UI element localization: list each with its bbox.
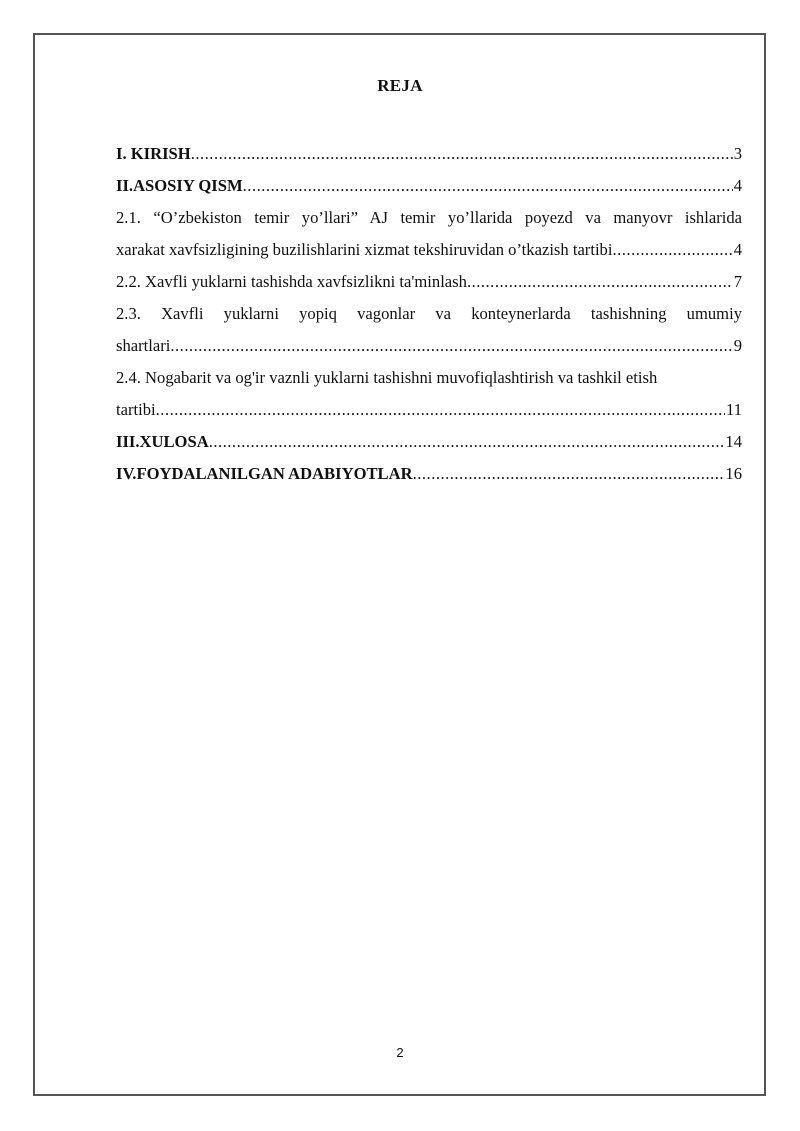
- toc-entry-page: 11: [726, 400, 742, 419]
- dot-leader: [156, 394, 725, 426]
- toc-entry-text: 2.3. Xavfli yuklarni yopiq vagonlar va konteynerlarda tashishning umumiy: [116, 304, 742, 323]
- toc-entry-2-3-line-1[interactable]: [116, 298, 742, 330]
- dot-leader: [467, 266, 733, 298]
- toc-entry-adabiyotlar[interactable]: [116, 458, 742, 490]
- toc-entry-2-3-line-2[interactable]: [116, 330, 742, 362]
- toc-entry-text: 2.4. Nogabarit va og'ir vaznli yuklarni tashishni muvofiqlashtirish va tashkil etish: [116, 368, 658, 387]
- toc-entry-xulosa[interactable]: [116, 426, 742, 458]
- toc-entry-kirish[interactable]: [116, 138, 742, 170]
- toc-entry-label: III.XULOSA: [116, 432, 209, 451]
- toc-entry-label: I. KIRISH: [116, 144, 191, 163]
- page-title: REJA: [377, 76, 423, 95]
- dot-leader: [191, 138, 733, 170]
- toc-entry-label: IV.FOYDALANILGAN ADABIYOTLAR: [116, 464, 413, 483]
- toc-entry-2-4-line-1[interactable]: [116, 362, 742, 394]
- dot-leader: [209, 426, 725, 458]
- toc-entry-page: 3: [733, 144, 742, 163]
- toc-entry-page: 4: [733, 176, 742, 195]
- dot-leader: [243, 170, 733, 202]
- toc-entry-label: 2.2. Xavfli yuklarni tashishda xavfsizlikni ta'minlash: [116, 272, 467, 291]
- toc-entry-label: tartibi: [116, 400, 156, 419]
- toc-entry-page: 9: [733, 336, 742, 355]
- toc-entry-2-1-line-1[interactable]: [116, 202, 742, 234]
- toc-entry-page: 4: [733, 240, 742, 259]
- toc-entry-label: II.ASOSIY QISM: [116, 176, 243, 195]
- toc-entry-label: xarakat xavfsizligining buzilishlarini xizmat tekshiruvidan o’tkazish tartibi: [116, 240, 613, 259]
- table-of-contents: [116, 138, 742, 490]
- toc-entry-2-1-line-2[interactable]: [116, 234, 742, 266]
- page-number: 2: [396, 1045, 404, 1060]
- toc-entry-page: 7: [733, 272, 742, 291]
- toc-entry-page: 14: [725, 432, 742, 451]
- toc-entry-2-4-line-2[interactable]: [116, 394, 742, 426]
- toc-entry-text: 2.1. “O’zbekiston temir yo’llari” AJ temir yo’llarida poyezd va manyovr ishlarida: [116, 208, 742, 227]
- dot-leader: [413, 458, 725, 490]
- toc-entry-page: 16: [725, 464, 742, 483]
- dot-leader: [170, 330, 732, 362]
- toc-entry-label: shartlari: [116, 336, 171, 355]
- dot-leader: [612, 234, 732, 266]
- toc-entry-asosiy-qism[interactable]: [116, 170, 742, 202]
- toc-entry-2-2[interactable]: [116, 266, 742, 298]
